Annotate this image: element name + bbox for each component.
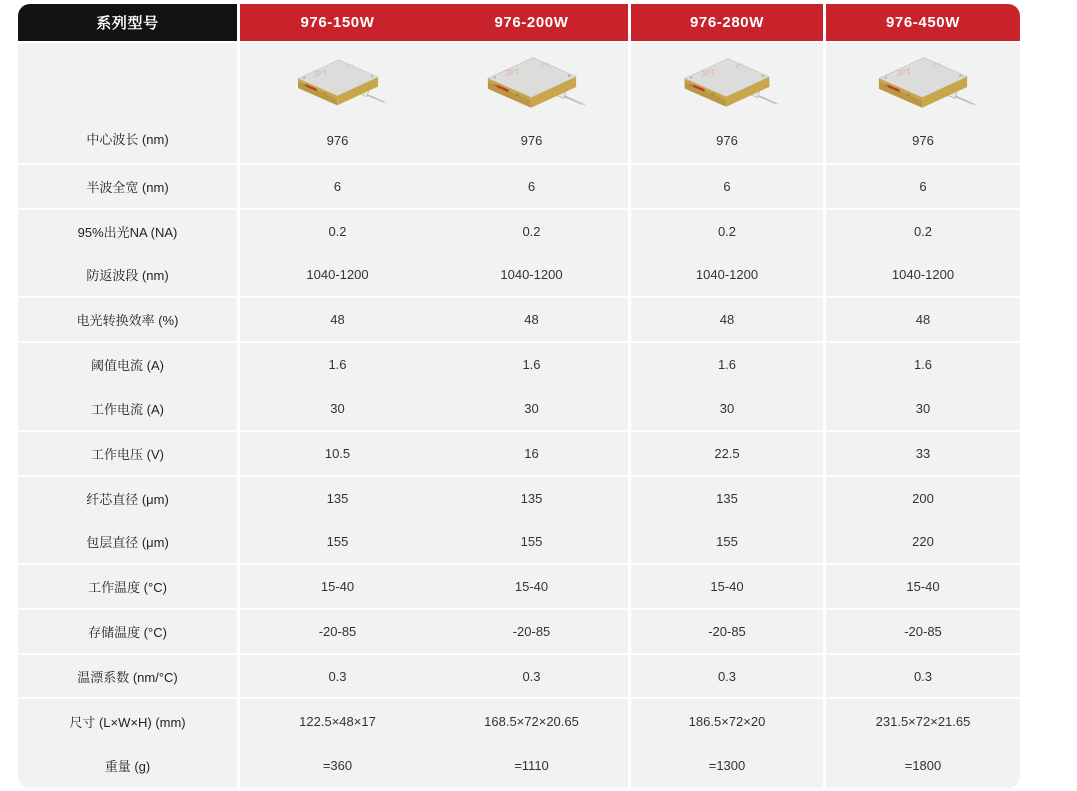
product-image bbox=[435, 43, 628, 118]
row-label: 中心波长 (nm) bbox=[18, 41, 240, 163]
column-header-976-150w: 976-150W bbox=[240, 4, 435, 41]
spec-value: 6 bbox=[826, 163, 1020, 208]
jpt-watermark: JPT bbox=[312, 67, 328, 79]
spec-value-group bbox=[435, 208, 631, 296]
spec-value: 15-40 bbox=[631, 563, 826, 608]
spec-value: 186.5×72×20 bbox=[688, 713, 766, 729]
spec-value: 1040-1200 bbox=[891, 267, 955, 282]
row-label: 工作电流 (A) bbox=[91, 401, 164, 417]
spec-value: 0.3 bbox=[826, 653, 1020, 697]
spec-value: 6 bbox=[631, 163, 826, 208]
row-label: 尺寸 (L×W×H) (mm) bbox=[69, 714, 186, 730]
row-label: 纤芯直径 (μm) bbox=[86, 492, 169, 507]
row-label: 阈值电流 (A) bbox=[91, 358, 164, 374]
row-label-group bbox=[18, 208, 240, 296]
spec-value: 976 bbox=[520, 133, 543, 148]
spec-value-group bbox=[826, 697, 1020, 788]
row-label-group bbox=[18, 475, 240, 563]
spec-value: 0.2 bbox=[328, 224, 347, 239]
spec-value-group bbox=[240, 341, 435, 430]
product-image bbox=[826, 43, 1020, 118]
row-label: 工作电压 (V) bbox=[18, 430, 240, 475]
row-label: 电光转换效率 (%) bbox=[18, 296, 240, 341]
spec-value: 1040-1200 bbox=[695, 267, 759, 282]
spec-value: -20-85 bbox=[631, 608, 826, 653]
column-header-976-200w: 976-200W bbox=[435, 4, 631, 41]
spec-value: 30 bbox=[330, 400, 345, 416]
spec-value-group bbox=[240, 208, 435, 296]
spec-value: 220 bbox=[912, 534, 934, 549]
spec-value: -20-85 bbox=[240, 608, 435, 653]
product-cell bbox=[631, 41, 826, 163]
spec-value-group bbox=[826, 208, 1020, 296]
spec-value: 155 bbox=[716, 534, 738, 549]
spec-value: -20-85 bbox=[826, 608, 1020, 653]
spec-value: 48 bbox=[631, 296, 826, 341]
spec-value: 1040-1200 bbox=[500, 267, 563, 282]
spec-value: 135 bbox=[326, 491, 349, 506]
spec-value: 0.2 bbox=[913, 224, 933, 239]
spec-value: -20-85 bbox=[435, 608, 631, 653]
spec-value: 135 bbox=[716, 491, 738, 506]
spec-value: 1040-1200 bbox=[306, 267, 369, 282]
row-label: 95%出光NA (NA) bbox=[77, 225, 178, 240]
spec-value: 6 bbox=[240, 163, 435, 208]
spec-value: 122.5×48×17 bbox=[299, 713, 376, 729]
row-label: 温漂系数 (nm/°C) bbox=[18, 653, 240, 697]
svg-text:JPT: JPT bbox=[930, 62, 942, 70]
spec-value-group bbox=[631, 341, 826, 430]
spec-value: =1800 bbox=[904, 758, 942, 774]
spec-value: 15-40 bbox=[435, 563, 631, 608]
column-header-976-280w: 976-280W bbox=[631, 4, 826, 41]
spec-value: 15-40 bbox=[826, 563, 1020, 608]
spec-value: 200 bbox=[912, 491, 934, 506]
spec-value: 22.5 bbox=[631, 430, 826, 475]
spec-value: 15-40 bbox=[240, 563, 435, 608]
row-label: 工作温度 (°C) bbox=[18, 563, 240, 608]
spec-value: =1110 bbox=[514, 758, 549, 774]
spec-value: 1.6 bbox=[328, 357, 347, 373]
row-label-group bbox=[18, 341, 240, 430]
spec-value: 48 bbox=[240, 296, 435, 341]
spec-value: 0.3 bbox=[435, 653, 631, 697]
spec-value: 1.6 bbox=[522, 357, 541, 373]
spec-value: 16 bbox=[435, 430, 631, 475]
product-image bbox=[631, 43, 823, 118]
spec-value: 0.2 bbox=[717, 224, 737, 239]
spec-value: =360 bbox=[322, 758, 353, 774]
spec-value: 231.5×72×21.65 bbox=[875, 713, 971, 729]
product-cell bbox=[826, 41, 1020, 163]
jpt-watermark: JPT bbox=[895, 66, 912, 79]
spec-value-group bbox=[240, 697, 435, 788]
row-label: 半波全宽 (nm) bbox=[18, 163, 240, 208]
spec-value: 0.2 bbox=[522, 224, 541, 239]
spec-value-group bbox=[435, 475, 631, 563]
spec-value: 1.6 bbox=[717, 357, 737, 373]
spec-value-group bbox=[826, 475, 1020, 563]
row-label: 存储温度 (°C) bbox=[18, 608, 240, 653]
spec-value: 135 bbox=[520, 491, 543, 506]
spec-value: 0.3 bbox=[240, 653, 435, 697]
spec-value: =1300 bbox=[708, 758, 746, 774]
spec-value-group bbox=[240, 475, 435, 563]
spec-value: 976 bbox=[716, 133, 738, 148]
spec-value: 10.5 bbox=[240, 430, 435, 475]
product-image bbox=[240, 43, 435, 118]
spec-table bbox=[18, 4, 1020, 788]
spec-value: 155 bbox=[520, 534, 543, 549]
svg-text:JPT: JPT bbox=[538, 62, 551, 70]
spec-value-group bbox=[631, 697, 826, 788]
spec-value-group bbox=[631, 475, 826, 563]
product-cell bbox=[435, 41, 631, 163]
svg-text:JPT: JPT bbox=[733, 62, 745, 71]
spec-value: 976 bbox=[326, 133, 349, 148]
spec-value: 48 bbox=[826, 296, 1020, 341]
spec-value: 33 bbox=[826, 430, 1020, 475]
jpt-watermark: JPT bbox=[700, 66, 717, 79]
spec-value: 155 bbox=[326, 534, 349, 549]
spec-value: 168.5×72×20.65 bbox=[484, 713, 579, 729]
spec-value-group bbox=[435, 697, 631, 788]
corner-header: 系列型号 bbox=[18, 4, 240, 41]
spec-value: 30 bbox=[719, 400, 735, 416]
spec-value: 30 bbox=[524, 400, 539, 416]
row-label: 防返波段 (nm) bbox=[86, 268, 169, 283]
svg-text:JPT: JPT bbox=[344, 63, 355, 71]
spec-value: 48 bbox=[435, 296, 631, 341]
spec-value: 1.6 bbox=[913, 357, 933, 373]
jpt-watermark: JPT bbox=[503, 66, 521, 79]
spec-value-group bbox=[826, 341, 1020, 430]
spec-value: 0.3 bbox=[631, 653, 826, 697]
product-cell bbox=[240, 41, 435, 163]
spec-value-group bbox=[435, 341, 631, 430]
spec-value: 976 bbox=[912, 133, 934, 148]
row-label: 重量 (g) bbox=[104, 759, 151, 775]
row-label: 包层直径 (μm) bbox=[86, 535, 169, 550]
spec-value: 30 bbox=[915, 400, 931, 416]
row-label-group bbox=[18, 697, 240, 788]
spec-value: 6 bbox=[435, 163, 631, 208]
spec-value-group bbox=[631, 208, 826, 296]
column-header-976-450w: 976-450W bbox=[826, 4, 1020, 41]
